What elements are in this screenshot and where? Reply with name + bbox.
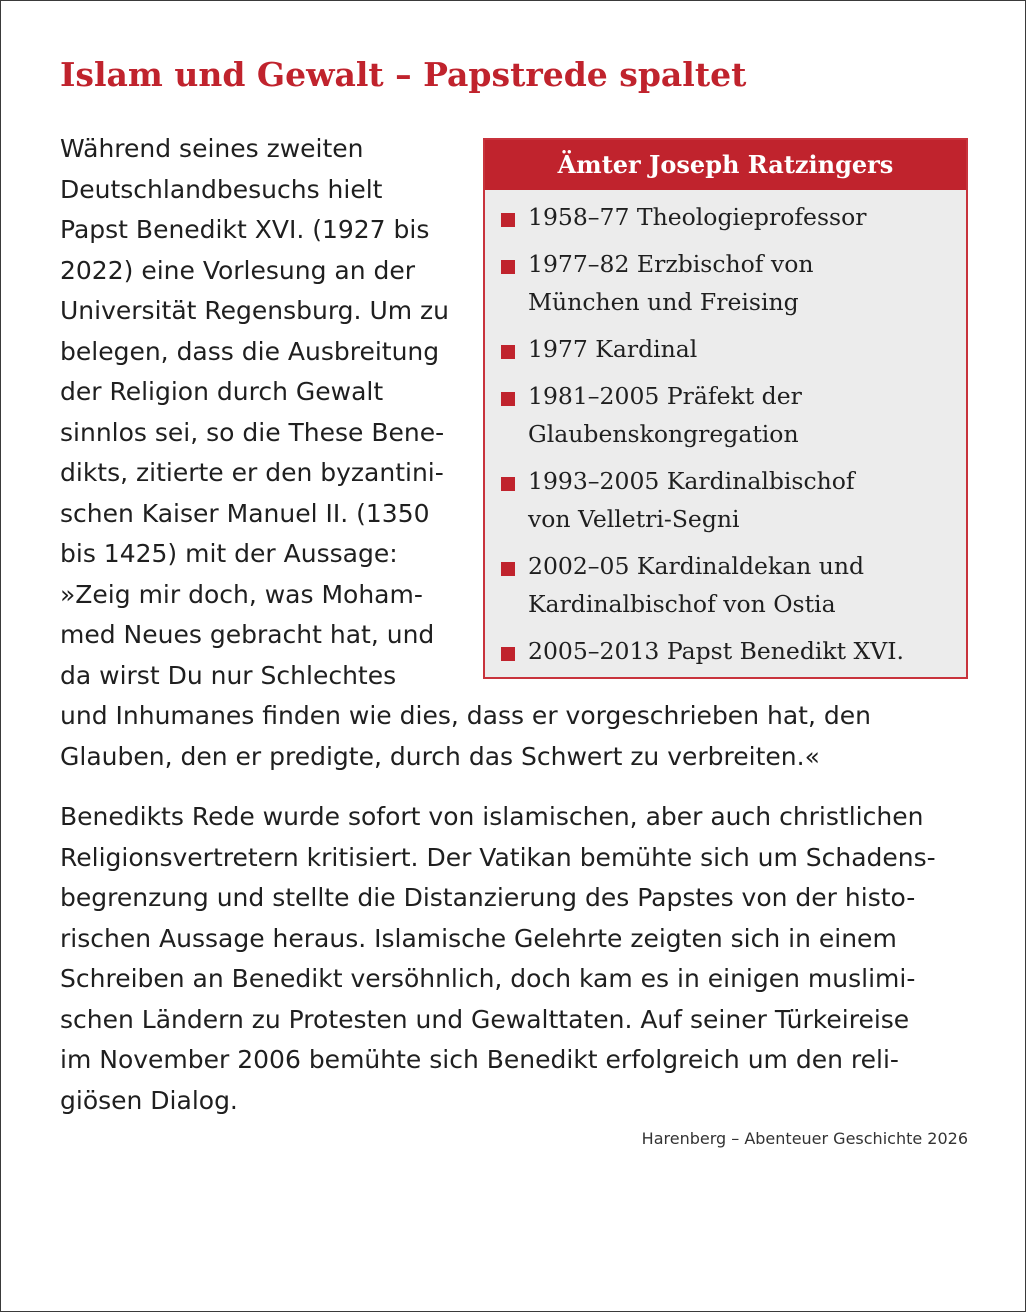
intro-text-column — [60, 129, 480, 696]
text-line: schen Ländern zu Protesten und Gewalttaten. Auf seiner Türkeireise — [60, 1004, 910, 1034]
text-line: und Inhumanes finden wie dies, dass er vorgeschrieben hat, den — [60, 701, 871, 730]
square-bullet-icon — [501, 345, 515, 359]
text-line: 2022) eine Vorlesung an der — [60, 255, 416, 285]
office-item — [485, 547, 966, 623]
office-item — [485, 330, 966, 368]
square-bullet-icon — [501, 477, 515, 491]
text-line: im November 2006 bemühte sich Benedikt erfolgreich um den reli- — [60, 1045, 899, 1074]
office-item — [485, 632, 966, 670]
source-credit: Harenberg – Abenteuer Geschichte 2026 — [641, 1129, 968, 1148]
text-line: Deutschlandbesuchs hielt — [60, 174, 383, 204]
text-line: »Zeig mir doch, was Moham- — [60, 579, 423, 609]
text-line: Schreiben an Benedikt versöhnlich, doch kam es in einigen muslimi- — [60, 964, 916, 993]
text-line: dikts, zitierte er den byzantini- — [60, 458, 444, 487]
office-item-line: Kardinalbischof von Ostia — [528, 590, 836, 618]
text-line: Während seines zweiten — [60, 134, 364, 163]
intro-text-continuation — [60, 696, 975, 777]
office-item-line: 1981–2005 Präfekt der — [528, 382, 802, 410]
office-item — [485, 198, 966, 236]
office-item-line: 1993–2005 Kardinalbischof — [528, 467, 855, 495]
text-line: Universität Regensburg. Um zu — [60, 296, 450, 325]
page-title: Islam und Gewalt – Papstrede spaltet — [60, 55, 747, 94]
square-bullet-icon — [501, 213, 515, 227]
text-line: Papst Benedikt XVI. (1927 bis — [60, 215, 430, 244]
text-line: med Neues gebracht hat, und — [60, 620, 435, 649]
office-item-line: 1977 Kardinal — [528, 335, 698, 363]
office-item-line: 2002–05 Kardinaldekan und — [528, 552, 865, 580]
office-item-line: 2005–2013 Papst Benedikt XVI. — [528, 637, 904, 665]
office-item — [485, 245, 966, 321]
sidebar-box-offices — [483, 138, 968, 679]
text-line: rischen Aussage heraus. Islamische Gelehrte zeigten sich in einem — [60, 923, 897, 953]
text-line: sinnlos sei, so die These Bene- — [60, 417, 445, 447]
square-bullet-icon — [501, 562, 515, 576]
square-bullet-icon — [501, 647, 515, 661]
text-line: der Religion durch Gewalt — [60, 377, 384, 406]
office-item-line: von Velletri-Segni — [528, 505, 740, 533]
text-line: begrenzung und stellte die Distanzierung des Papstes von der histo- — [60, 883, 916, 912]
paragraph-2 — [60, 797, 975, 1121]
text-line: da wirst Du nur Schlechtes — [60, 660, 397, 690]
office-item-line: München und Freising — [528, 288, 799, 316]
office-item-line: 1958–77 Theologieprofessor — [528, 203, 867, 231]
office-item-line: Glaubenskongregation — [528, 420, 799, 448]
text-line: belegen, dass die Ausbreitung — [60, 336, 440, 366]
offices-list — [485, 198, 966, 679]
square-bullet-icon — [501, 392, 515, 406]
text-line: schen Kaiser Manuel II. (1350 — [60, 498, 430, 528]
sidebar-box-heading: Ämter Joseph Ratzingers — [485, 140, 966, 190]
text-line: Benedikts Rede wurde sofort von islamischen, aber auch christlichen — [60, 802, 924, 831]
office-item — [485, 462, 966, 538]
text-line: giösen Dialog. — [60, 1085, 238, 1115]
text-line: bis 1425) mit der Aussage: — [60, 539, 398, 568]
text-line: Religionsvertretern kritisiert. Der Vatikan bemühte sich um Schadens- — [60, 842, 936, 872]
office-item — [485, 377, 966, 453]
square-bullet-icon — [501, 260, 515, 274]
office-item-line: 1977–82 Erzbischof von — [528, 250, 814, 278]
text-line: Glauben, den er predigte, durch das Schwert zu verbreiten.« — [60, 741, 820, 771]
